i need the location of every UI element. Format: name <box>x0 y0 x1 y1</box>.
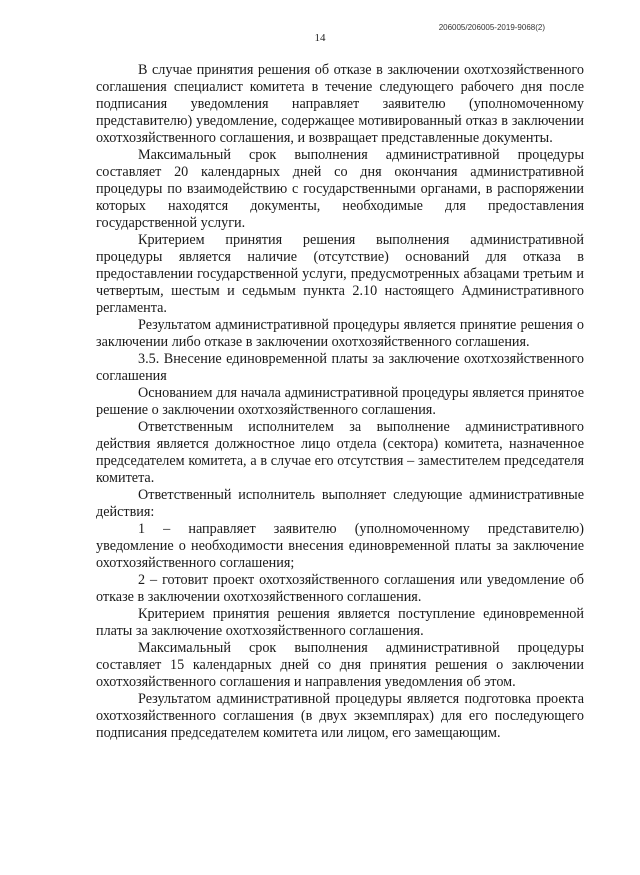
list-item: 1 – направляет заявителю (уполномоченному представителю) уведомление о необходимости внесения единовременной платы за заключение охотхозяйственного соглашения; <box>96 521 584 571</box>
paragraph: Максимальный срок выполнения административной процедуры составляет 20 календарных дней со дня окончания административной процедуры по взаимодействию с государственными органами, в распоряжении которых находятся документы, необходимые для предоставления государственной услуги. <box>96 147 584 231</box>
page-number: 14 <box>314 32 326 44</box>
section-heading: 3.5. Внесение единовременной платы за заключение охотхозяйственного соглашения <box>96 351 584 384</box>
list-item: 2 – готовит проект охотхозяйственного соглашения или уведомление об отказе в заключении охотхозяйственного соглашения. <box>96 572 584 605</box>
paragraph: Основанием для начала административной процедуры является принятое решение о заключении охотхозяйственного соглашения. <box>96 385 584 418</box>
paragraph: Максимальный срок выполнения административной процедуры составляет 15 календарных дней со дня принятия решения о заключении охотхозяйственного соглашения и направления уведомления об этом. <box>96 640 584 690</box>
paragraph: Результатом административной процедуры является принятие решения о заключении либо отказе в заключении охотхозяйственного соглашения. <box>96 317 584 350</box>
document-id: 206005/206005-2019-9068(2) <box>438 23 545 32</box>
paragraph: Результатом административной процедуры является подготовка проекта охотхозяйственного соглашения (в двух экземплярах) для его последующего подписания председателем комитета или лицом, его замещающим. <box>96 691 584 741</box>
paragraph: Ответственный исполнитель выполняет следующие административные действия: <box>96 487 584 520</box>
paragraph: Ответственным исполнителем за выполнение административного действия является должностное лицо отдела (сектора) комитета, назначенное председателем комитета, а в случае его отсутствия – заместителем председателя комитета. <box>96 419 584 486</box>
paragraph: В случае принятия решения об отказе в заключении охотхозяйственного соглашения специалист комитета в течение следующего рабочего дня после подписания уведомления направляет заявителю (уполномоченному представителю) уведомление, содержащее мотивированный отказ в заключении охотхозяйственного соглашения, и возвращает представленные документы. <box>96 62 584 146</box>
paragraph: Критерием принятия решения является поступление единовременной платы за заключение охотхозяйственного соглашения. <box>96 606 584 639</box>
document-body <box>96 62 584 742</box>
paragraph: Критерием принятия решения выполнения административной процедуры является наличие (отсутствие) оснований для отказа в предоставлении государственной услуги, предусмотренных абзацами третьим и четвертым, шестым и седьмым пункта 2.10 настоящего Административного регламента. <box>96 232 584 316</box>
